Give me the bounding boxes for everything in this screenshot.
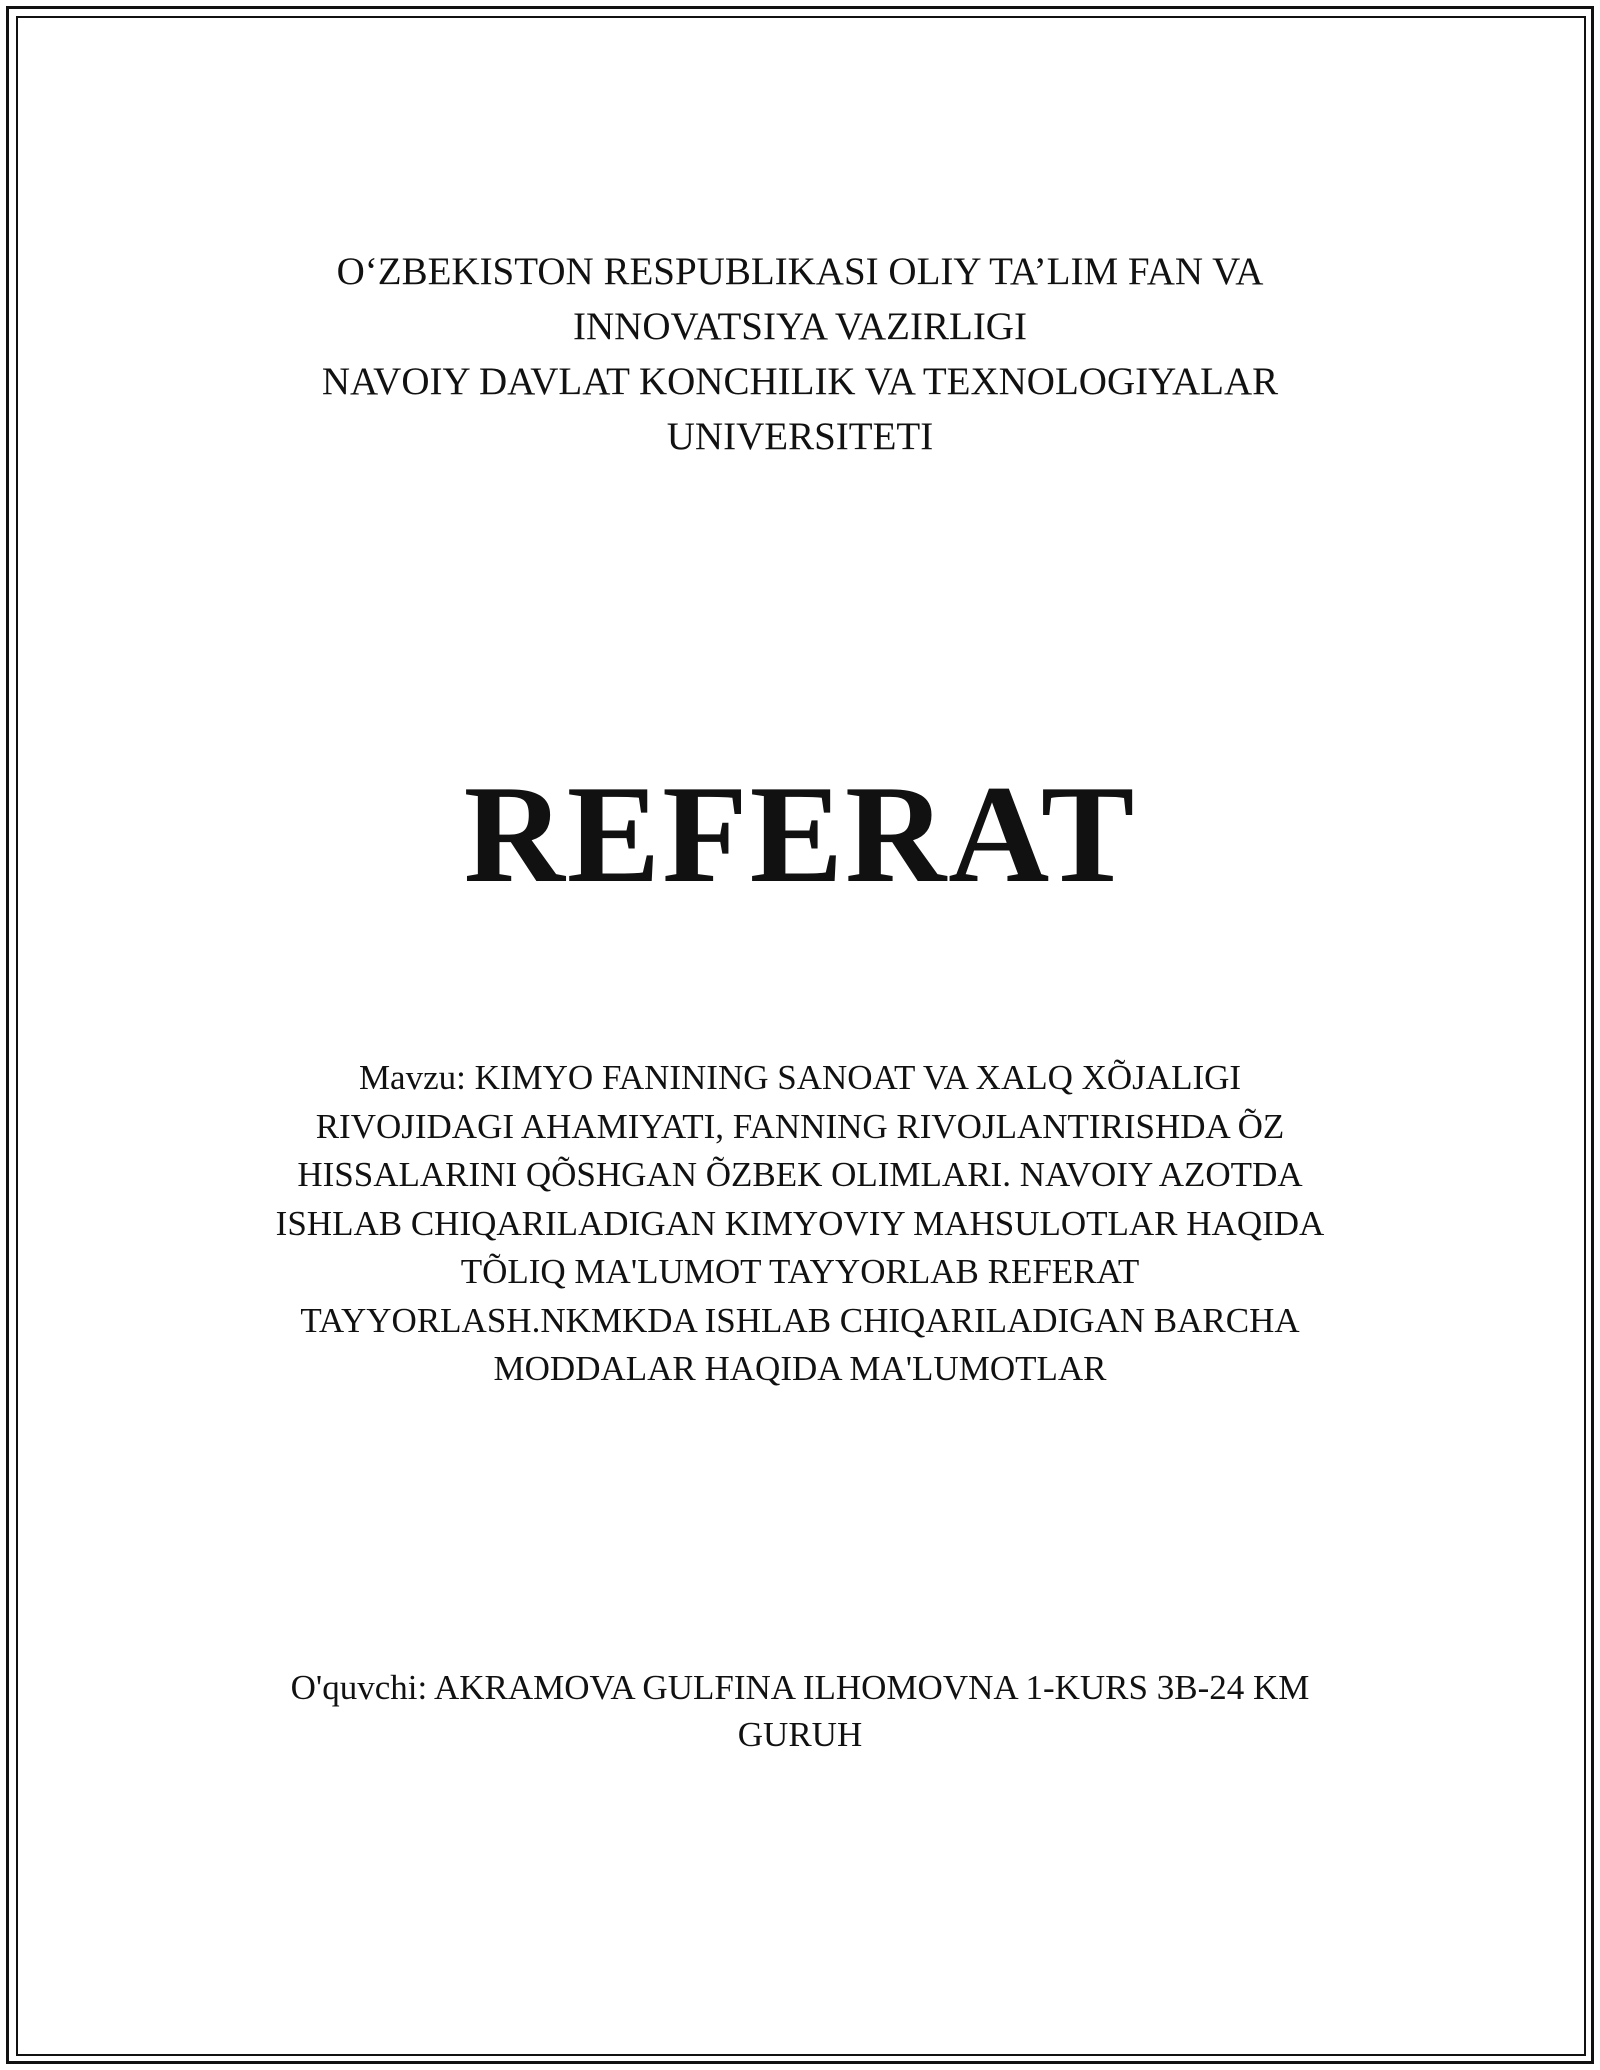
header-line: UNIVERSITETI	[666, 415, 934, 458]
ministry-university-header	[0, 244, 1600, 464]
topic-line: TAYYORLASH.NKMKDA ISHLAB CHIQARILADIGAN BARCHA	[300, 1300, 1300, 1340]
topic-line: ISHLAB CHIQARILADIGAN KIMYOVIY MAHSULOTLAR HAQIDA	[275, 1203, 1325, 1243]
student-line: GURUH	[737, 1715, 863, 1754]
header-line: O‘ZBEKISTON RESPUBLIKASI OLIY TA’LIM FAN VA	[336, 250, 1264, 293]
topic-line: MODDALAR HAQIDA MA'LUMOTLAR	[493, 1349, 1107, 1388]
student-line: O'quvchi: AKRAMOVA GULFINA ILHOMOVNA 1-KURS 3B-24 KM	[290, 1668, 1310, 1707]
topic-paragraph	[0, 1054, 1600, 1394]
header-line: NAVOIY DAVLAT KONCHILIK VA TEXNOLOGIYALAR	[321, 360, 1279, 403]
document-title: REFERAT	[463, 757, 1137, 912]
topic-line: RIVOJIDAGI AHAMIYATI, FANNING RIVOJLANTIRISHDA ÕZ	[315, 1106, 1285, 1146]
topic-line: TÕLIQ MA'LUMOT TAYYORLAB REFERAT	[460, 1252, 1140, 1291]
student-info	[0, 1664, 1600, 1758]
topic-line: HISSALARINI QÕSHGAN ÕZBEK OLIMLARI. NAVOIY AZOTDA	[297, 1155, 1303, 1194]
topic-line: Mavzu: KIMYO FANINING SANOAT VA XALQ XÕJALIGI	[358, 1058, 1242, 1097]
header-line: INNOVATSIYA VAZIRLIGI	[573, 305, 1027, 348]
